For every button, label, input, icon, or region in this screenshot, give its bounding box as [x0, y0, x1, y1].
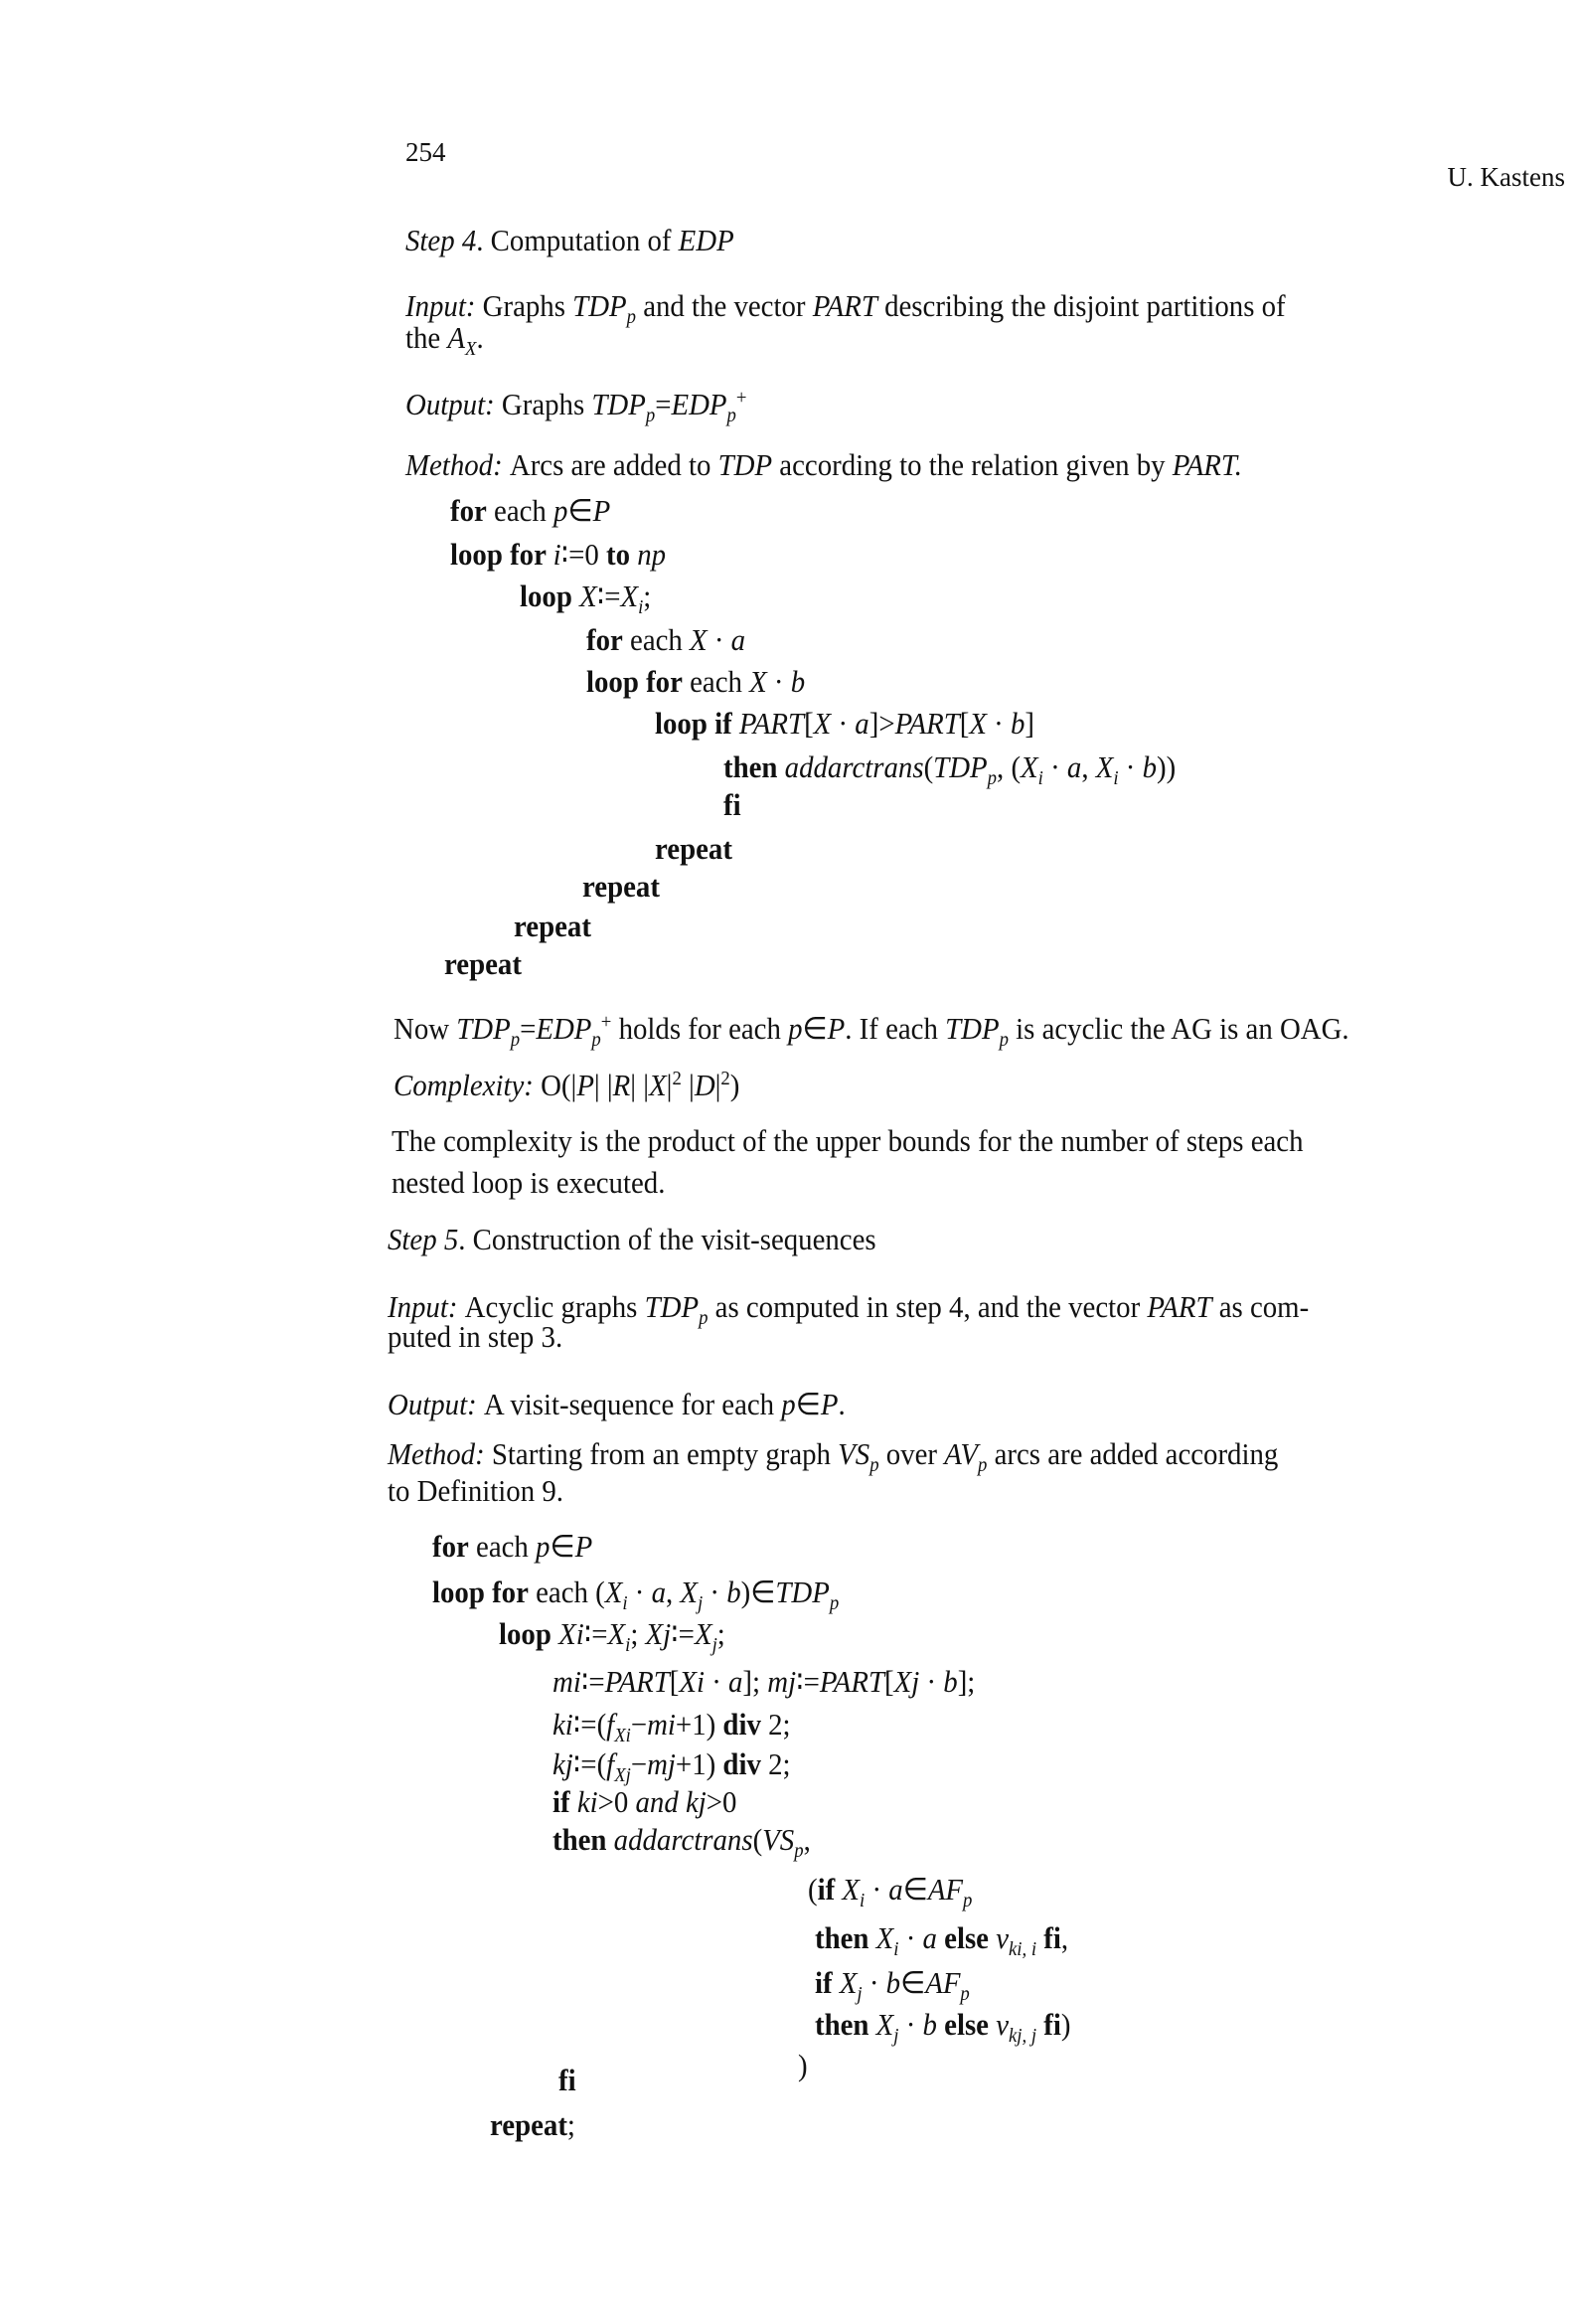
text-line — [392, 1123, 1304, 1159]
text-segment: loop — [520, 579, 580, 613]
text-segment: PART — [738, 706, 805, 741]
text-segment: mi — [647, 1707, 676, 1742]
text-line — [388, 1387, 846, 1422]
text-segment: mj — [767, 1664, 797, 1699]
text-segment: p — [960, 1983, 970, 2006]
text-segment: i — [1037, 767, 1043, 790]
text-segment: X — [969, 706, 987, 741]
text-segment: · — [831, 706, 856, 741]
text-segment: ∈ — [900, 1965, 926, 2000]
text-segment: · — [703, 1575, 727, 1609]
text-segment: | — [714, 1068, 721, 1103]
text-segment: arcs are added according — [987, 1436, 1279, 1471]
text-segment: b — [790, 664, 806, 699]
text-line — [582, 869, 660, 905]
text-segment: | | — [630, 1068, 650, 1103]
text-segment: i — [625, 1634, 631, 1657]
text-segment: ∶=( — [572, 1746, 607, 1781]
text-segment: · — [919, 1664, 944, 1699]
text-segment: p — [626, 306, 637, 329]
text-segment: each — [622, 622, 691, 657]
text-segment: for — [432, 1529, 469, 1564]
text-segment: each ( — [528, 1575, 605, 1609]
text-segment: X — [875, 2007, 894, 2042]
text-segment: over — [878, 1436, 945, 1471]
text-segment: repeat — [655, 831, 732, 866]
text-segment: · — [1042, 749, 1067, 784]
text-line — [514, 909, 591, 944]
text-segment: f — [606, 1746, 615, 1781]
text-segment: a — [888, 1872, 903, 1907]
text-line — [388, 1222, 876, 1257]
text-segment: TDP — [591, 387, 646, 422]
text-line — [394, 1004, 1349, 1058]
text-segment: · — [986, 706, 1011, 741]
text-segment: PART — [1147, 1289, 1212, 1324]
text-segment: TDP — [945, 1011, 1000, 1047]
text-segment: ∶=( — [572, 1707, 607, 1742]
text-segment: v — [996, 1920, 1009, 1955]
text-segment: ( — [808, 1872, 818, 1907]
text-segment: the — [405, 320, 448, 355]
text-segment: ) — [729, 1068, 740, 1103]
text-segment: v — [996, 2007, 1009, 2042]
text-line — [723, 787, 741, 823]
text-segment: Step 4 — [405, 223, 477, 257]
text-segment: and kj — [635, 1784, 707, 1819]
text-segment: + — [735, 387, 747, 409]
text-segment: Graphs — [501, 387, 592, 422]
text-segment: div — [722, 1746, 761, 1781]
text-segment: ; — [643, 579, 652, 613]
text-segment: ∈ — [567, 493, 593, 528]
text-segment: PART. — [1172, 447, 1243, 482]
text-segment: ∈ — [550, 1529, 575, 1564]
text-segment: · — [898, 1920, 923, 1955]
text-segment: Output: — [388, 1387, 484, 1421]
text-segment: loop for — [450, 537, 553, 572]
text-segment: to — [606, 537, 638, 572]
text-line — [392, 1165, 665, 1201]
text-segment: p — [591, 1029, 601, 1052]
text-segment: . Computation of — [476, 223, 679, 257]
text-segment: ∶= — [671, 1616, 695, 1651]
text-segment: j — [857, 1983, 863, 2006]
text-segment: ∶= — [596, 579, 621, 613]
text-segment: P — [574, 1529, 593, 1564]
text-segment: a — [855, 706, 869, 741]
text-segment: , — [665, 1575, 681, 1609]
text-segment: | | — [593, 1068, 613, 1103]
text-segment: ∈ — [902, 1872, 928, 1907]
text-segment: ) — [1060, 2007, 1071, 2042]
text-segment: Arcs are added to — [509, 447, 718, 482]
text-segment: P — [576, 1068, 594, 1103]
text-line — [815, 1920, 1068, 1967]
text-segment: else — [936, 1920, 997, 1955]
text-segment: each — [486, 493, 554, 528]
text-segment: repeat — [490, 2107, 567, 2142]
text-line — [388, 1319, 562, 1355]
text-segment: p — [869, 1454, 879, 1477]
text-segment: mi — [552, 1664, 581, 1699]
text-segment: D — [694, 1068, 715, 1103]
text-segment: )∈ — [740, 1575, 776, 1609]
text-segment: p — [788, 1011, 803, 1047]
text-segment: [ — [669, 1664, 680, 1699]
text-segment: · — [766, 664, 791, 699]
text-segment: , — [1081, 749, 1096, 784]
text-segment: PART — [604, 1664, 670, 1699]
text-segment: Starting from an empty graph — [491, 1436, 839, 1471]
text-line — [655, 706, 1034, 742]
text-segment: p — [726, 405, 736, 427]
text-line — [388, 1473, 563, 1509]
text-line — [552, 1784, 736, 1820]
text-segment: loop for — [586, 664, 683, 699]
text-line — [405, 380, 746, 433]
text-segment: b — [1010, 706, 1025, 741]
text-segment: loop — [499, 1616, 559, 1651]
text-line — [552, 1822, 811, 1869]
text-segment: PART — [819, 1664, 885, 1699]
text-line — [444, 946, 522, 982]
text-segment: X — [749, 664, 767, 699]
text-segment: a — [1066, 749, 1082, 784]
text-segment: ) — [798, 2048, 808, 2082]
text-segment: ]> — [868, 706, 895, 741]
text-segment: TDP — [572, 288, 627, 323]
text-segment: Acyclic graphs — [464, 1289, 645, 1324]
text-segment: X — [839, 1965, 858, 2000]
text-segment: X — [694, 1616, 712, 1651]
text-segment: ; — [630, 1616, 646, 1651]
text-segment: then — [815, 2007, 876, 2042]
text-line — [586, 622, 745, 658]
text-segment: X — [607, 1616, 626, 1651]
text-segment: Xi — [679, 1664, 705, 1699]
text-segment: − — [630, 1746, 648, 1781]
text-segment: p — [963, 1890, 973, 1912]
text-segment: each — [468, 1529, 537, 1564]
text-segment: then — [723, 749, 785, 784]
text-segment: kj, j — [1008, 2025, 1037, 2048]
text-segment: p — [536, 1529, 551, 1564]
text-segment: a — [730, 622, 746, 657]
text-segment: j — [711, 1634, 717, 1657]
text-segment: puted in step 3. — [388, 1319, 563, 1354]
text-segment: | — [666, 1068, 673, 1103]
text-segment: TDP — [644, 1289, 700, 1324]
text-segment: Input: — [388, 1289, 465, 1324]
text-line — [450, 537, 666, 573]
text-segment: TDP — [933, 749, 988, 784]
text-segment: repeat — [444, 946, 522, 981]
text-segment: np — [637, 537, 667, 572]
text-segment: for — [586, 622, 623, 657]
text-segment: P — [820, 1387, 839, 1421]
text-segment: [ — [804, 706, 814, 741]
text-segment: X — [680, 1575, 699, 1609]
text-segment: PART — [812, 288, 877, 323]
text-line — [405, 288, 1286, 335]
text-segment: as com- — [1211, 1289, 1310, 1324]
text-segment: X — [579, 579, 597, 613]
text-segment: ∶=0 — [560, 537, 607, 572]
text-segment: p — [987, 767, 998, 790]
text-segment: a — [651, 1575, 666, 1609]
text-segment: describing the disjoint partitions of — [876, 288, 1286, 323]
text-segment: ]; — [742, 1664, 768, 1699]
text-segment: R — [612, 1068, 631, 1103]
text-segment: loop if — [655, 706, 739, 741]
text-segment: then — [552, 1822, 614, 1857]
text-segment: holds for each — [611, 1011, 789, 1047]
text-segment: j — [893, 2025, 899, 2048]
text-segment: AF — [927, 1872, 964, 1907]
text-segment: div — [722, 1707, 761, 1742]
text-line — [815, 2007, 1071, 2054]
text-line — [808, 1872, 972, 1918]
text-segment: · — [1118, 749, 1143, 784]
text-segment: b — [726, 1575, 741, 1609]
text-segment: p — [978, 1454, 988, 1477]
text-segment: kj — [552, 1746, 573, 1781]
text-segment: X — [875, 1920, 894, 1955]
text-segment: ∶= — [580, 1664, 605, 1699]
text-segment: fi — [558, 2063, 576, 2097]
text-segment: X — [813, 706, 832, 741]
text-segment: repeat — [514, 909, 591, 943]
text-segment: repeat — [582, 869, 660, 904]
text-segment: addarctrans — [784, 749, 924, 784]
text-segment: EDP — [536, 1011, 592, 1047]
text-segment: [ — [884, 1664, 894, 1699]
text-segment: TDP — [775, 1575, 830, 1609]
text-segment: Step 5 — [388, 1222, 459, 1256]
text-segment: VS — [762, 1822, 795, 1857]
text-segment: TDP — [717, 447, 773, 482]
text-segment: p — [794, 1840, 804, 1863]
text-segment: b — [1142, 749, 1157, 784]
text-segment: )) — [1156, 749, 1177, 784]
text-segment: then — [815, 1920, 876, 1955]
text-segment: ki — [552, 1707, 573, 1742]
text-line — [520, 579, 651, 625]
text-segment: ] — [1025, 706, 1034, 741]
text-segment: p — [829, 1592, 840, 1615]
text-line — [405, 447, 1242, 483]
text-line — [586, 664, 805, 700]
text-segment: A — [447, 320, 466, 355]
text-segment: Method: — [405, 447, 510, 482]
text-segment: X — [465, 338, 477, 361]
text-segment: Xi — [614, 1725, 631, 1747]
text-segment: Xj — [893, 1664, 920, 1699]
text-segment: A visit-sequence for each — [483, 1387, 782, 1421]
text-segment: The complexity is the product of the upper bounds for the number of steps each — [392, 1123, 1304, 1158]
text-segment: ; — [716, 1616, 725, 1651]
text-line — [552, 1664, 975, 1700]
text-segment: 2; — [760, 1707, 791, 1742]
text-line — [450, 493, 610, 529]
text-line — [405, 320, 484, 367]
text-segment: , — [803, 1822, 811, 1857]
text-segment: >0 — [706, 1784, 737, 1819]
text-segment: ki, i — [1008, 1938, 1037, 1961]
text-segment: and the vector — [636, 288, 813, 323]
text-segment: · — [704, 1664, 729, 1699]
text-segment: Output: — [405, 387, 502, 422]
text-segment: Xj — [614, 1764, 631, 1787]
text-segment: loop for — [432, 1575, 529, 1609]
text-segment: PART — [894, 706, 960, 741]
text-segment: P — [827, 1011, 846, 1047]
text-segment: ∶= — [583, 1616, 608, 1651]
text-segment: i — [893, 1938, 899, 1961]
text-segment: . If each — [845, 1011, 946, 1047]
text-segment: X — [1095, 749, 1114, 784]
text-segment: b — [885, 1965, 901, 2000]
text-segment: · — [627, 1575, 652, 1609]
text-segment: addarctrans — [613, 1822, 753, 1857]
text-segment: · — [898, 2007, 923, 2042]
text-line — [655, 831, 732, 867]
text-segment: each — [682, 664, 750, 699]
text-segment: p — [781, 1387, 796, 1421]
text-segment: P — [592, 493, 611, 528]
running-head: U. Kastens — [1447, 162, 1565, 192]
text-segment: fi — [1036, 1920, 1061, 1955]
text-line — [394, 1061, 739, 1103]
text-segment: a — [922, 1920, 937, 1955]
text-segment: EDP — [671, 387, 727, 422]
text-line — [405, 223, 734, 258]
text-segment: X — [604, 1575, 623, 1609]
text-segment: i — [860, 1890, 866, 1912]
text-segment: ∈ — [802, 1011, 828, 1047]
text-segment: X — [842, 1872, 861, 1907]
text-segment: ( — [923, 749, 934, 784]
text-segment: j — [698, 1592, 704, 1615]
text-segment: ki — [576, 1784, 598, 1819]
text-segment: p — [510, 1029, 521, 1052]
text-segment: fi — [723, 787, 741, 822]
text-line — [432, 1575, 839, 1621]
text-segment: for — [450, 493, 487, 528]
text-segment: ]; — [957, 1664, 976, 1699]
text-segment: Complexity: — [394, 1068, 542, 1103]
text-segment: b — [943, 1664, 958, 1699]
text-segment: Method: — [388, 1436, 492, 1471]
text-line — [499, 1616, 725, 1663]
text-segment: i — [1113, 767, 1119, 790]
text-segment: mj — [647, 1746, 676, 1781]
text-line — [558, 2063, 576, 2098]
text-segment: AF — [925, 1965, 961, 2000]
text-line — [815, 1965, 970, 2012]
text-segment: Xj — [645, 1616, 672, 1651]
text-segment: nested loop is executed. — [392, 1165, 666, 1200]
text-segment: . — [838, 1387, 846, 1421]
text-segment: p — [699, 1307, 709, 1330]
text-segment: f — [606, 1707, 615, 1742]
text-segment: 2 — [672, 1068, 682, 1089]
text-segment: EDP — [678, 223, 734, 257]
text-segment: X — [620, 579, 639, 613]
text-segment: 2 — [720, 1068, 730, 1089]
text-segment: Xi — [558, 1616, 584, 1651]
text-segment: TDP — [456, 1011, 511, 1047]
page-number: 254 — [405, 137, 446, 167]
text-segment: Input: — [405, 288, 483, 323]
text-segment: i — [552, 537, 561, 572]
text-segment: >0 — [597, 1784, 636, 1819]
text-segment: Graphs — [482, 288, 573, 323]
text-segment: ; — [566, 2107, 575, 2142]
text-segment: · — [865, 1872, 889, 1907]
text-segment: = — [655, 387, 672, 422]
text-segment: , ( — [997, 749, 1022, 784]
text-segment: +1) — [675, 1746, 723, 1781]
text-segment: + — [600, 1011, 612, 1033]
text-segment: AV — [944, 1436, 979, 1471]
text-segment: X — [1021, 749, 1038, 784]
text-segment: O(| — [541, 1068, 577, 1103]
text-line — [490, 2107, 575, 2143]
text-line — [432, 1529, 592, 1565]
text-segment: . — [476, 320, 484, 355]
text-segment: = — [520, 1011, 537, 1047]
text-segment: ∶= — [796, 1664, 820, 1699]
text-segment: according to the relation given by — [772, 447, 1173, 482]
text-line — [723, 749, 1176, 796]
text-segment: to Definition 9. — [388, 1473, 563, 1508]
text-segment: p — [999, 1029, 1009, 1052]
text-segment: − — [630, 1707, 648, 1742]
text-segment: | — [681, 1068, 695, 1103]
text-segment: ( — [752, 1822, 763, 1857]
text-segment: +1) — [675, 1707, 723, 1742]
text-segment: p — [553, 493, 568, 528]
text-segment: else — [936, 2007, 997, 2042]
text-segment: 2; — [760, 1746, 791, 1781]
text-segment: as computed in step 4, and the vector — [708, 1289, 1148, 1324]
text-segment: b — [922, 2007, 937, 2042]
text-segment: if — [815, 1965, 840, 2000]
text-segment: p — [645, 405, 656, 427]
text-segment: . Construction of the visit-sequences — [458, 1222, 876, 1256]
text-line — [798, 2048, 808, 2083]
text-segment: , — [1060, 1920, 1069, 1955]
text-segment: i — [638, 596, 644, 619]
text-segment: is acyclic the AG is an OAG. — [1008, 1011, 1349, 1047]
text-segment: Now — [394, 1011, 457, 1047]
text-segment: [ — [959, 706, 970, 741]
text-segment: ∈ — [795, 1387, 821, 1421]
text-segment: X — [649, 1068, 667, 1103]
text-segment: fi — [1036, 2007, 1061, 2042]
text-segment: VS — [838, 1436, 870, 1471]
text-segment: i — [622, 1592, 628, 1615]
text-segment: · — [707, 622, 731, 657]
text-segment: · — [862, 1965, 886, 2000]
text-segment: if — [817, 1872, 843, 1907]
text-segment: X — [690, 622, 708, 657]
text-segment: if — [552, 1784, 577, 1819]
text-segment: a — [728, 1664, 743, 1699]
